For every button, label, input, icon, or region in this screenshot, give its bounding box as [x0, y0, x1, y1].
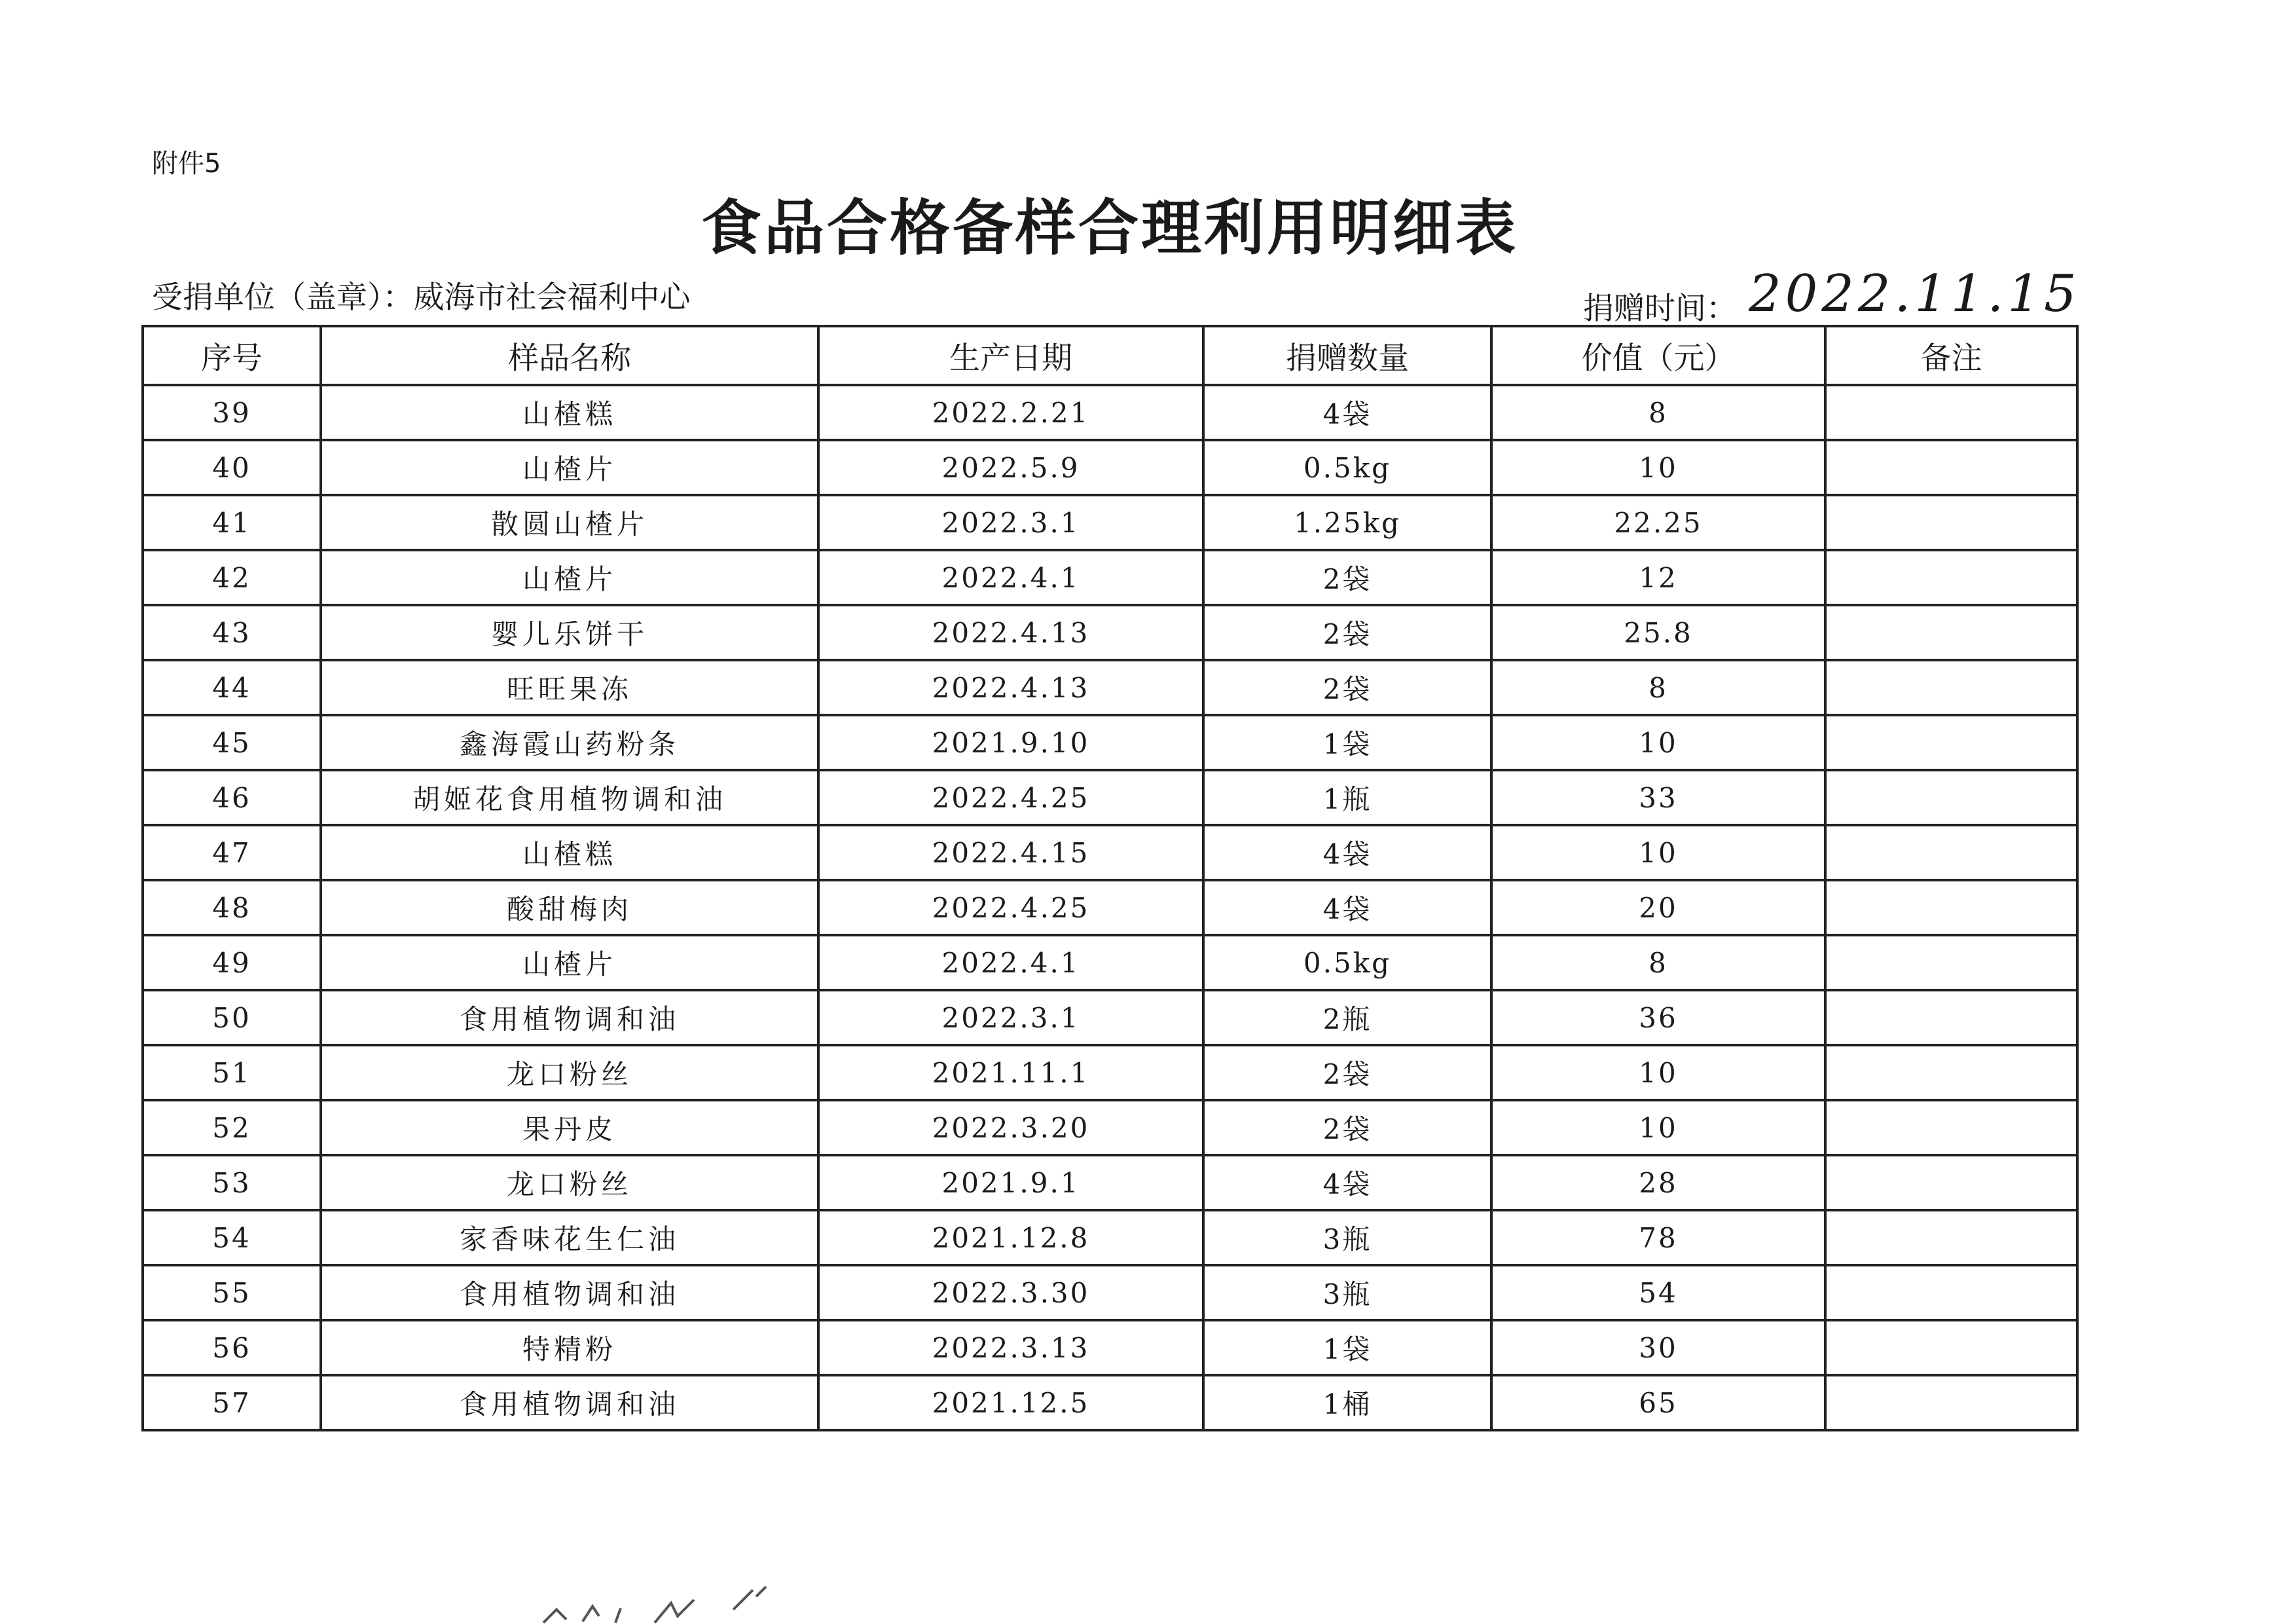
cell-value: 10	[1491, 825, 1825, 880]
cell-value: 22.25	[1491, 495, 1825, 550]
cell-seq: 39	[143, 385, 321, 440]
cell-note	[1825, 880, 2077, 935]
cell-seq: 53	[143, 1155, 321, 1210]
cell-value: 10	[1491, 1100, 1825, 1155]
cell-date: 2021.12.5	[818, 1375, 1203, 1430]
cell-quantity: 3瓶	[1203, 1265, 1491, 1320]
cell-name: 龙口粉丝	[321, 1155, 818, 1210]
table-row	[143, 550, 2077, 605]
cell-quantity: 2袋	[1203, 660, 1491, 715]
cell-note	[1825, 385, 2077, 440]
table-row	[143, 935, 2077, 990]
cell-seq: 47	[143, 825, 321, 880]
recipient-line	[152, 276, 691, 320]
donation-table	[141, 325, 2079, 1431]
cell-date: 2022.3.1	[818, 990, 1203, 1045]
cell-quantity: 0.5kg	[1203, 935, 1491, 990]
attachment-label: 附件5	[152, 149, 221, 179]
cell-name: 家香味花生仁油	[321, 1210, 818, 1265]
cell-quantity: 2袋	[1203, 550, 1491, 605]
table-row	[143, 1045, 2077, 1100]
cell-seq: 49	[143, 935, 321, 990]
cell-seq: 48	[143, 880, 321, 935]
cell-date: 2022.5.9	[818, 440, 1203, 495]
cell-quantity: 1瓶	[1203, 770, 1491, 825]
table-row	[143, 660, 2077, 715]
cell-quantity: 0.5kg	[1203, 440, 1491, 495]
cell-quantity: 1桶	[1203, 1375, 1491, 1430]
cell-name: 散圆山楂片	[321, 495, 818, 550]
recipient-name: 威海市社会福利中心	[413, 280, 691, 316]
cell-quantity: 2瓶	[1203, 990, 1491, 1045]
cell-note	[1825, 935, 2077, 990]
cell-date: 2022.4.13	[818, 605, 1203, 660]
cell-seq: 52	[143, 1100, 321, 1155]
cell-note	[1825, 605, 2077, 660]
cell-value: 8	[1491, 935, 1825, 990]
cell-date: 2021.9.10	[818, 715, 1203, 770]
cell-seq: 46	[143, 770, 321, 825]
table-row	[143, 1375, 2077, 1430]
cell-seq: 43	[143, 605, 321, 660]
cell-name: 食用植物调和油	[321, 1375, 818, 1430]
cell-note	[1825, 990, 2077, 1045]
header-note: 备注	[1825, 326, 2077, 385]
recipient-label: 受捐单位（盖章）：	[152, 280, 414, 316]
table-row	[143, 880, 2077, 935]
cell-date: 2021.11.1	[818, 1045, 1203, 1100]
cell-seq: 45	[143, 715, 321, 770]
cell-name: 山楂片	[321, 440, 818, 495]
table-body	[143, 385, 2077, 1430]
header-seq: 序号	[143, 326, 321, 385]
cell-date: 2022.3.1	[818, 495, 1203, 550]
table-row	[143, 825, 2077, 880]
cell-seq: 55	[143, 1265, 321, 1320]
cell-note	[1825, 495, 2077, 550]
cell-seq: 50	[143, 990, 321, 1045]
cell-name: 食用植物调和油	[321, 1265, 818, 1320]
cell-quantity: 4袋	[1203, 825, 1491, 880]
cell-name: 酸甜梅肉	[321, 880, 818, 935]
cell-note	[1825, 1210, 2077, 1265]
cell-value: 33	[1491, 770, 1825, 825]
cell-quantity: 3瓶	[1203, 1210, 1491, 1265]
cell-name: 山楂片	[321, 550, 818, 605]
table-row	[143, 770, 2077, 825]
table-row	[143, 440, 2077, 495]
cell-date: 2022.3.30	[818, 1265, 1203, 1320]
donation-date-handwritten: 2022.11.15	[1749, 265, 2081, 323]
cell-name: 鑫海霞山药粉条	[321, 715, 818, 770]
cell-seq: 57	[143, 1375, 321, 1430]
cell-value: 30	[1491, 1320, 1825, 1375]
cell-note	[1825, 770, 2077, 825]
cell-quantity: 1.25kg	[1203, 495, 1491, 550]
cell-name: 胡姬花食用植物调和油	[321, 770, 818, 825]
cell-name: 旺旺果冻	[321, 660, 818, 715]
table-row	[143, 990, 2077, 1045]
cell-quantity: 4袋	[1203, 880, 1491, 935]
cell-name: 山楂片	[321, 935, 818, 990]
table-header-row	[143, 326, 2077, 385]
cell-value: 20	[1491, 880, 1825, 935]
cell-seq: 42	[143, 550, 321, 605]
cell-name: 特精粉	[321, 1320, 818, 1375]
cell-quantity: 1袋	[1203, 715, 1491, 770]
cell-note	[1825, 440, 2077, 495]
table-row	[143, 605, 2077, 660]
header-date: 生产日期	[818, 326, 1203, 385]
cell-date: 2021.12.8	[818, 1210, 1203, 1265]
cell-value: 10	[1491, 1045, 1825, 1100]
cell-value: 8	[1491, 385, 1825, 440]
cell-value: 54	[1491, 1265, 1825, 1320]
cell-value: 36	[1491, 990, 1825, 1045]
cell-note	[1825, 1320, 2077, 1375]
cell-note	[1825, 1265, 2077, 1320]
cell-seq: 44	[143, 660, 321, 715]
table-row	[143, 1100, 2077, 1155]
cell-value: 10	[1491, 715, 1825, 770]
header-value: 价值（元）	[1491, 326, 1825, 385]
cell-quantity: 1袋	[1203, 1320, 1491, 1375]
cell-name: 龙口粉丝	[321, 1045, 818, 1100]
donation-time-line	[1583, 265, 2081, 331]
cell-seq: 56	[143, 1320, 321, 1375]
cell-name: 山楂糕	[321, 825, 818, 880]
cell-value: 25.8	[1491, 605, 1825, 660]
cell-date: 2022.4.1	[818, 935, 1203, 990]
table-row	[143, 1210, 2077, 1265]
cell-value: 10	[1491, 440, 1825, 495]
scan-artifact-mark	[537, 1583, 825, 1624]
table-row	[143, 1155, 2077, 1210]
cell-value: 8	[1491, 660, 1825, 715]
cell-value: 78	[1491, 1210, 1825, 1265]
cell-value: 28	[1491, 1155, 1825, 1210]
cell-name: 山楂糕	[321, 385, 818, 440]
cell-note	[1825, 660, 2077, 715]
cell-quantity: 2袋	[1203, 605, 1491, 660]
cell-seq: 40	[143, 440, 321, 495]
cell-name: 婴儿乐饼干	[321, 605, 818, 660]
cell-note	[1825, 1100, 2077, 1155]
table-row	[143, 495, 2077, 550]
cell-value: 12	[1491, 550, 1825, 605]
cell-note	[1825, 1375, 2077, 1430]
cell-date: 2021.9.1	[818, 1155, 1203, 1210]
table-row	[143, 715, 2077, 770]
cell-note	[1825, 550, 2077, 605]
cell-quantity: 2袋	[1203, 1045, 1491, 1100]
header-quantity: 捐赠数量	[1203, 326, 1491, 385]
cell-date: 2022.3.20	[818, 1100, 1203, 1155]
cell-quantity: 2袋	[1203, 1100, 1491, 1155]
cell-seq: 51	[143, 1045, 321, 1100]
cell-note	[1825, 715, 2077, 770]
page-title: 食品合格备样合理利用明细表	[701, 193, 1518, 263]
table-row	[143, 1265, 2077, 1320]
header-name: 样品名称	[321, 326, 818, 385]
cell-date: 2022.4.1	[818, 550, 1203, 605]
cell-seq: 41	[143, 495, 321, 550]
cell-date: 2022.4.25	[818, 770, 1203, 825]
cell-date: 2022.3.13	[818, 1320, 1203, 1375]
cell-note	[1825, 825, 2077, 880]
table-row	[143, 385, 2077, 440]
cell-quantity: 4袋	[1203, 385, 1491, 440]
table-row	[143, 1320, 2077, 1375]
cell-name: 食用植物调和油	[321, 990, 818, 1045]
cell-date: 2022.2.21	[818, 385, 1203, 440]
cell-quantity: 4袋	[1203, 1155, 1491, 1210]
cell-date: 2022.4.15	[818, 825, 1203, 880]
cell-seq: 54	[143, 1210, 321, 1265]
cell-note	[1825, 1045, 2077, 1100]
cell-value: 65	[1491, 1375, 1825, 1430]
donation-time-label: 捐赠时间：	[1583, 291, 1737, 327]
cell-name: 果丹皮	[321, 1100, 818, 1155]
cell-date: 2022.4.13	[818, 660, 1203, 715]
cell-date: 2022.4.25	[818, 880, 1203, 935]
cell-note	[1825, 1155, 2077, 1210]
